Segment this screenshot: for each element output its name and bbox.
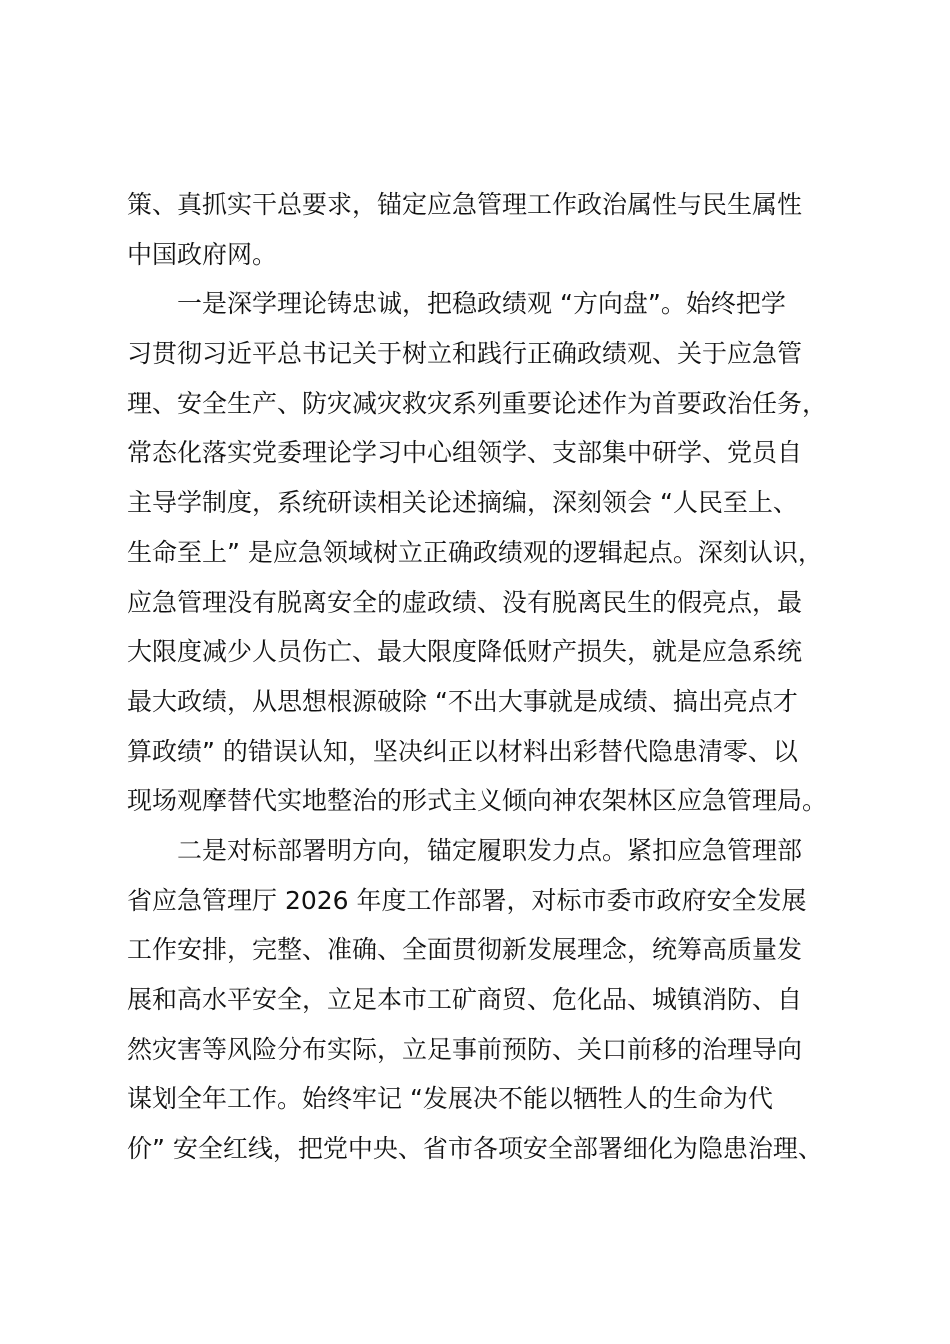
text-line: 一是深学理论铸忠诚，把稳政绩观 “方向盘”。始终把学 [177, 289, 786, 319]
text-line: 谋划全年工作。始终牢记 “发展决不能以牺牲人的生命为代 [127, 1084, 773, 1114]
text-line: 主导学制度，系统研读相关论述摘编，深刻领会 “人民至上、 [127, 488, 798, 518]
text-line: 常态化落实党委理论学习中心组领学、支部集中研学、党员自 [127, 438, 803, 468]
text-line: 价” 安全红线，把党中央、省市各项安全部署细化为隐患治理、 [127, 1134, 823, 1164]
text-line: 大限度减少人员伤亡、最大限度降低财产损失，就是应急系统 [127, 637, 803, 667]
document-body [127, 180, 887, 1174]
text-line: 习贯彻习近平总书记关于树立和践行正确政绩观、关于应急管 [127, 339, 803, 369]
text-line: 策、真抓实干总要求，锚定应急管理工作政治属性与民生属性 [127, 190, 803, 219]
text-line: 工作安排，完整、准确、全面贯彻新发展理念，统筹高质量发 [127, 935, 803, 965]
text-line: 然灾害等风险分布实际，立足事前预防、关口前移的治理导向 [127, 1034, 803, 1064]
text-line: 理、安全生产、防灾减灾救灾系列重要论述作为首要政治任务， [127, 388, 828, 418]
text-line: 展和高水平安全，立足本市工矿商贸、危化品、城镇消防、自 [127, 985, 803, 1014]
text-line: 应急管理没有脱离安全的虚政绩、没有脱离民生的假亮点，最 [127, 587, 803, 617]
text-line: 生命至上” 是应急领域树立正确政绩观的逻辑起点。深刻认识， [127, 537, 823, 567]
text-line: 现场观摩替代实地整治的形式主义倾向神农架林区应急管理局。 [127, 786, 828, 816]
text-line: 省应急管理厅 2026 年度工作部署，对标市委市政府安全发展 [127, 885, 807, 915]
text-line: 中国政府网。 [127, 239, 278, 269]
text-line: 二是对标部署明方向，锚定履职发力点。紧扣应急管理部 [177, 835, 803, 865]
text-line: 算政绩” 的错误认知，坚决纠正以材料出彩替代隐患清零、以 [127, 736, 798, 766]
text-line: 最大政绩，从思想根源破除 “不出大事就是成绩、搞出亮点才 [127, 686, 798, 716]
